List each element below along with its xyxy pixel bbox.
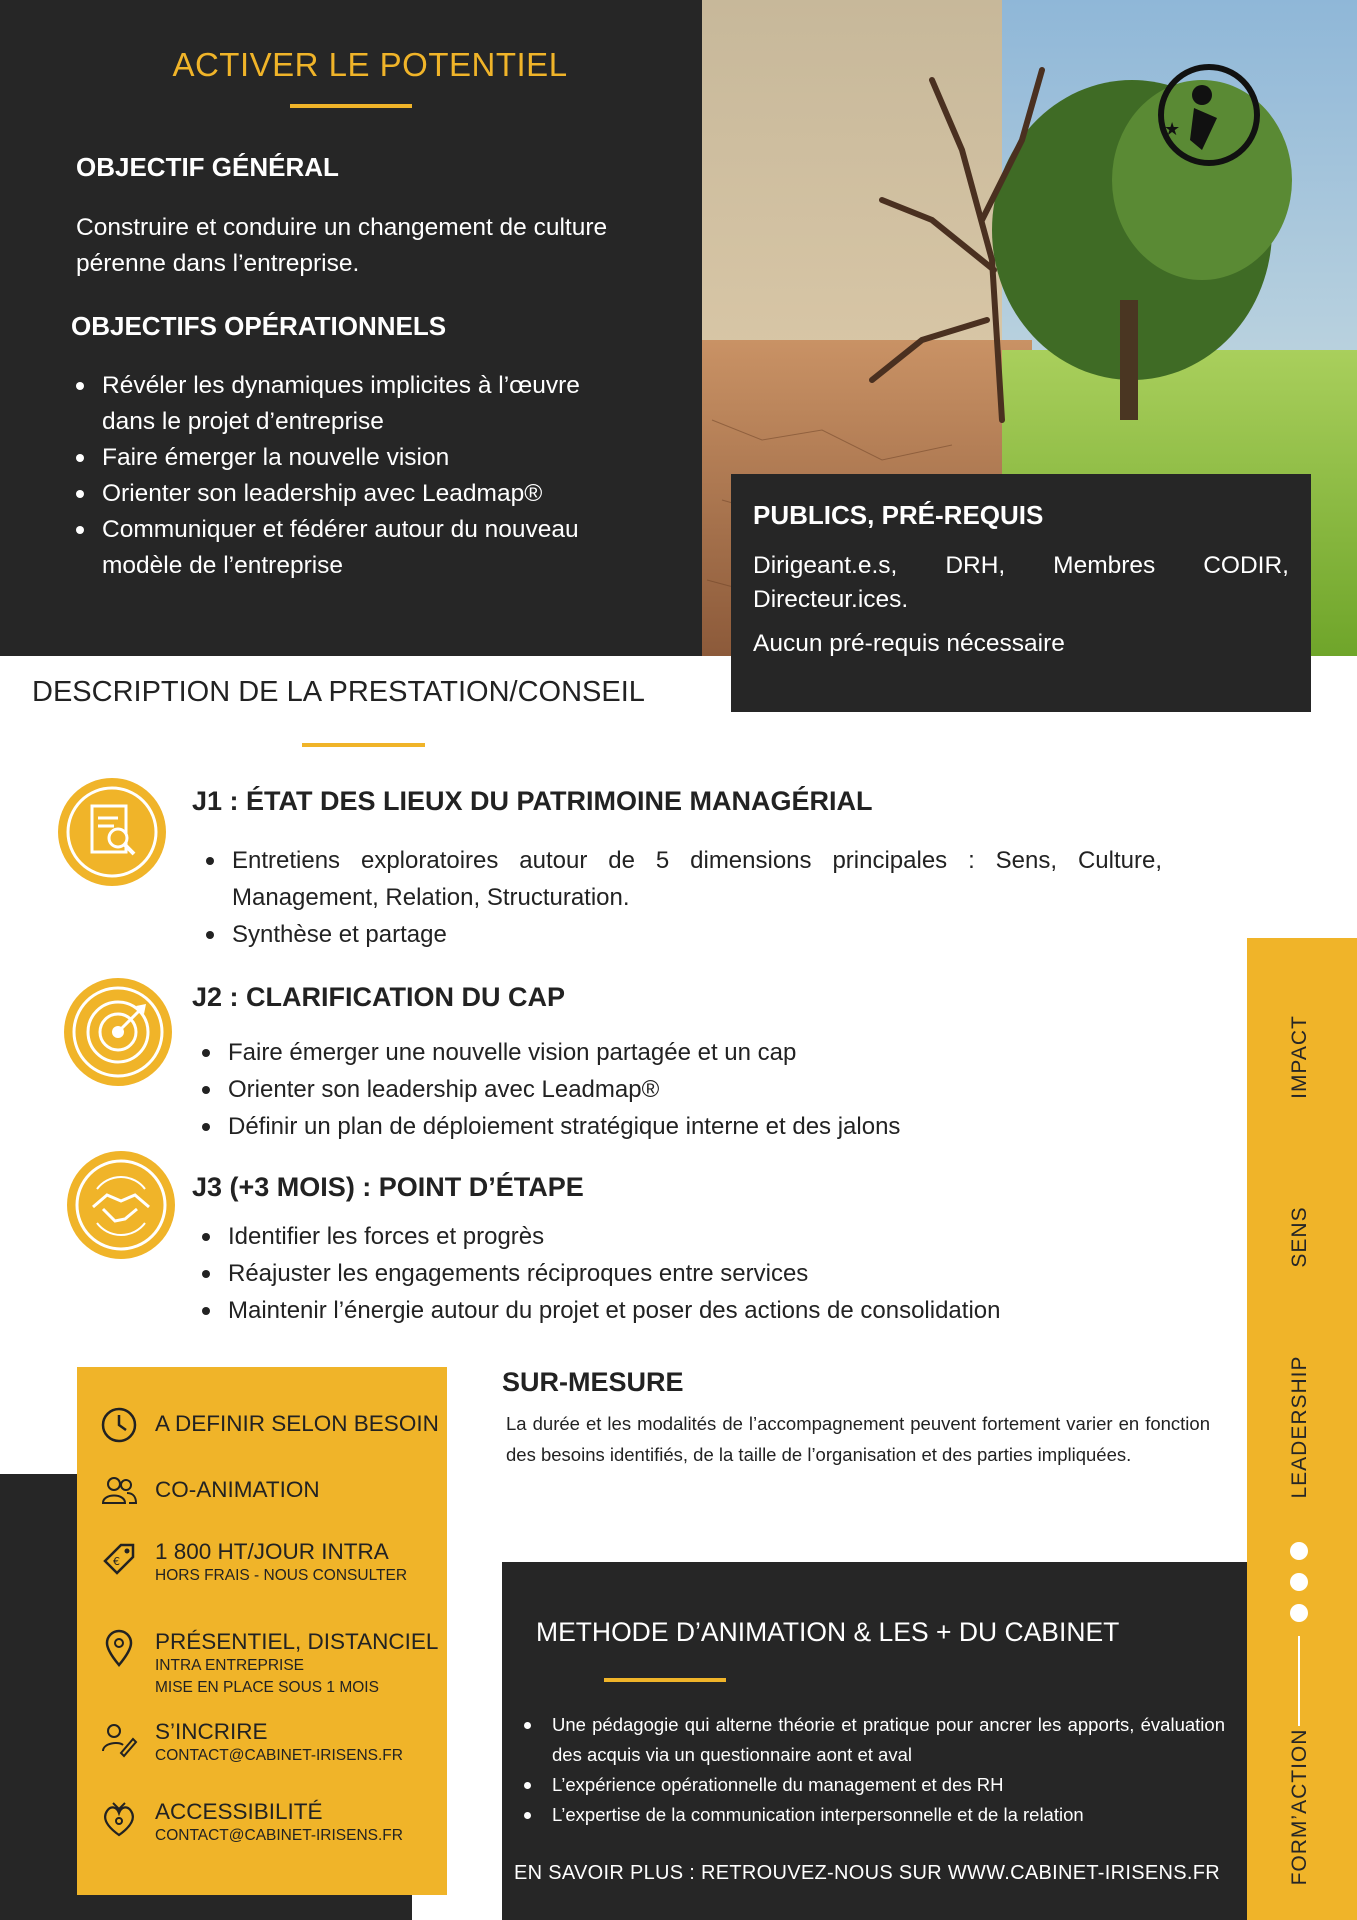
info-duration	[99, 1405, 439, 1445]
animation-label: CO-ANIMATION	[155, 1477, 320, 1502]
accessibility-label: ACCESSIBILITÉ	[155, 1799, 323, 1824]
list-item: Révéler les dynamiques implicites à l’œuvre dans le projet d’entreprise	[72, 368, 632, 440]
objectifs-operationnels-title: OBJECTIFS OPÉRATIONNELS	[71, 311, 447, 341]
day3-list	[198, 1218, 1198, 1329]
signup-contact-link[interactable]: CONTACT@CABINET-IRISENS.FR	[155, 1747, 403, 1764]
sidebar-word-sens: SENS	[1288, 1206, 1311, 1268]
list-item: Communiquer et fédérer autour du nouveau modèle de l’entreprise	[72, 512, 632, 584]
info-signup[interactable]	[99, 1719, 403, 1767]
list-item: Synthèse et partage	[202, 916, 1162, 953]
sur-mesure-title: SUR-MESURE	[502, 1367, 684, 1397]
list-item: Une pédagogie qui alterne théorie et pratique pour ancrer les apports, évaluation des acquis via un questionnaire aont et aval	[520, 1710, 1225, 1770]
user-edit-icon	[99, 1719, 139, 1759]
list-item: Orienter son leadership avec Leadmap®	[198, 1071, 1158, 1108]
list-item: Entretiens exploratoires autour de 5 dimensions principales : Sens, Culture, Management, Relation, Structuration.	[202, 842, 1162, 916]
target-icon	[64, 978, 172, 1086]
info-accessibility[interactable]	[99, 1799, 403, 1847]
price-label: 1 800 HT/JOUR INTRA	[155, 1539, 389, 1564]
info-box	[77, 1367, 447, 1895]
objectif-general-title: OBJECTIF GÉNÉRAL	[76, 152, 339, 182]
list-item: Faire émerger une nouvelle vision partagée et un cap	[198, 1034, 1158, 1071]
publics-audience: Dirigeant.e.s, DRH, Membres CODIR, Directeur.ices.	[753, 552, 1289, 613]
info-animation	[99, 1471, 320, 1511]
duration-label: A DEFINIR SELON BESOIN	[155, 1411, 439, 1436]
signup-label: S’INCRIRE	[155, 1719, 268, 1744]
objectifs-operationnels-list	[72, 368, 632, 584]
accessibility-heart-icon	[99, 1799, 139, 1839]
document-search-icon	[58, 778, 166, 886]
methode-underline	[604, 1678, 726, 1682]
sidebar-word-formaction: FORM’ACTION	[1288, 1728, 1311, 1886]
list-item: Réajuster les engagements réciproques entre services	[198, 1255, 1198, 1292]
location-note: INTRA ENTREPRISE	[155, 1657, 304, 1674]
price-note: HORS FRAIS - NOUS CONSULTER	[155, 1567, 408, 1584]
sidebar-word-impact: IMPACT	[1288, 1015, 1311, 1099]
day1-list	[202, 842, 1162, 953]
list-item: L’expérience opérationnelle du management et des RH	[520, 1770, 1225, 1800]
sidebar-dot	[1290, 1573, 1308, 1591]
handshake-icon	[67, 1151, 175, 1259]
location-pin-icon	[99, 1629, 139, 1669]
day1-title: J1 : ÉTAT DES LIEUX DU PATRIMOINE MANAGÉRIAL	[192, 786, 873, 816]
methode-list	[520, 1710, 1225, 1830]
page-title: ACTIVER LE POTENTIEL	[172, 46, 568, 83]
sidebar-dot	[1290, 1542, 1308, 1560]
sidebar-dot	[1290, 1604, 1308, 1622]
methode-title: METHODE D’ANIMATION & LES + DU CABINET	[536, 1617, 1120, 1647]
list-item: Orienter son leadership avec Leadmap®	[72, 476, 632, 512]
day2-title: J2 : CLARIFICATION DU CAP	[192, 982, 566, 1012]
location-label: PRÉSENTIEL, DISTANCIEL	[155, 1629, 439, 1654]
info-location	[99, 1629, 438, 1699]
accessibility-contact-link[interactable]: CONTACT@CABINET-IRISENS.FR	[155, 1827, 403, 1844]
description-underline	[302, 743, 425, 747]
list-item: Faire émerger la nouvelle vision	[72, 440, 632, 476]
description-title: DESCRIPTION DE LA PRESTATION/CONSEIL	[32, 676, 645, 708]
clock-icon	[99, 1405, 139, 1445]
sur-mesure-text: La durée et les modalités de l’accompagnement peuvent fortement varier en fonction des besoins identifiés, de la taille de l’organisation et des parties impliquées.	[506, 1413, 1210, 1465]
info-price	[99, 1539, 407, 1587]
day3-title: J3 (+3 MOIS) : POINT D’ÉTAPE	[192, 1172, 584, 1202]
list-item: Définir un plan de déploiement stratégique interne et des jalons	[198, 1108, 1158, 1145]
price-tag-icon	[99, 1539, 139, 1579]
publics-box	[731, 474, 1311, 712]
sidebar-word-leadership: LEADERSHIP	[1288, 1355, 1311, 1499]
publics-prerequis: Aucun pré-requis nécessaire	[753, 630, 1065, 657]
objectif-general-text: Construire et conduire un changement de culture pérenne dans l’entreprise.	[76, 214, 608, 277]
list-item: L’expertise de la communication interpersonnelle et de la relation	[520, 1800, 1225, 1830]
list-item: Identifier les forces et progrès	[198, 1218, 1198, 1255]
day2-list	[198, 1034, 1158, 1145]
publics-title: PUBLICS, PRÉ-REQUIS	[753, 500, 1044, 530]
list-item: Maintenir l’énergie autour du projet et poser des actions de consolidation	[198, 1292, 1198, 1329]
users-icon	[99, 1471, 139, 1511]
svg-text:★: ★	[1164, 119, 1181, 140]
sidebar-line	[1298, 1636, 1300, 1726]
title-underline	[290, 104, 412, 108]
website-link[interactable]: EN SAVOIR PLUS : RETROUVEZ-NOUS SUR WWW.CABINET-IRISENS.FR	[514, 1862, 1220, 1884]
location-note: MISE EN PLACE SOUS 1 MOIS	[155, 1679, 379, 1696]
svg-text:€: €	[113, 1555, 120, 1568]
